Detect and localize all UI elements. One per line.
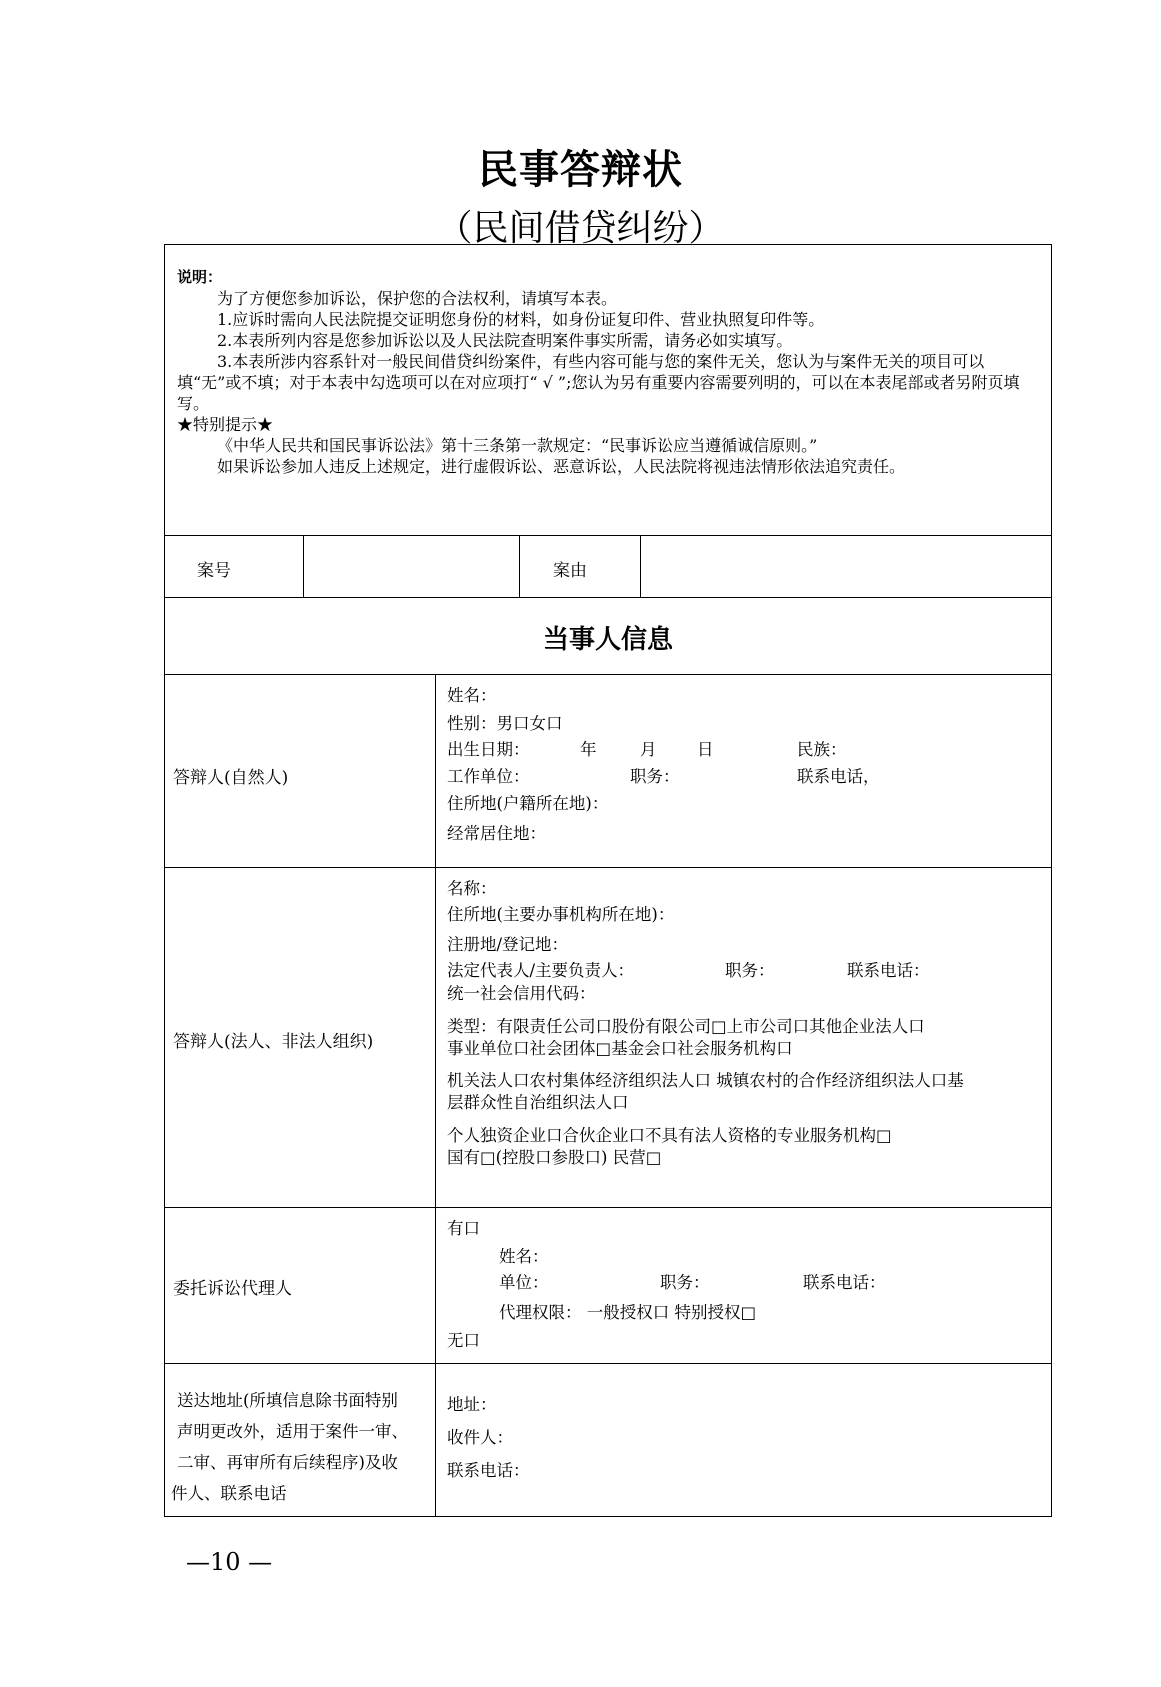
respondent-natural-label: 答辩人(自然人)	[173, 768, 289, 788]
agent-label: 委托诉讼代理人	[173, 1279, 292, 1299]
org-type-line[interactable]: 个人独资企业口合伙企业口不具有法人资格的专业服务机构□	[447, 1126, 892, 1145]
divider	[303, 535, 304, 597]
instruction-line: 2.本表所列内容是您参加诉讼以及人民法院查明案件事实所需，请务必如实填写。	[217, 331, 793, 350]
divider	[640, 535, 641, 597]
special-notice-line: 如果诉讼参加人违反上述规定，进行虚假诉讼、恶意诉讼，人民法院将视违法情形依法追究责任。	[217, 457, 906, 476]
page-number: —10 —	[186, 1548, 273, 1576]
org-position-field[interactable]: 职务：	[725, 961, 775, 980]
phone-field[interactable]: 联系电话，	[797, 767, 880, 786]
instruction-line: 3.本表所涉内容系针对一般民间借贷纠纷案件，有些内容可能与您的案件无关，您认为与案件无关的项目可以填“无”或不填；对于本表中勾选项可以在对应项打“ √ ”;您认为另有重要内容需要列明的，可以在本表尾部或者另附页填写。	[177, 352, 1020, 413]
party-info-heading: 当事人信息	[542, 625, 673, 655]
divider	[165, 535, 1051, 536]
document-subtitle: （民间借贷纠纷）	[436, 208, 725, 249]
case-cause-field[interactable]	[642, 537, 1047, 595]
gender-field[interactable]: 性别：男口女口	[447, 714, 563, 733]
agent-phone-field[interactable]: 联系电话：	[803, 1273, 886, 1292]
org-type-line[interactable]: 机关法人口农村集体经济组织法人口 城镇农村的合作经济组织法人口基	[447, 1071, 964, 1090]
recipient-field[interactable]: 收件人：	[447, 1428, 513, 1447]
instructions-heading: 说明：	[177, 268, 223, 286]
divider	[165, 674, 1051, 675]
domicile-field[interactable]: 住所地(户籍所在地)：	[447, 794, 609, 813]
instructions-block	[177, 267, 1027, 477]
org-domicile-field[interactable]: 住所地(主要办事机构所在地)：	[447, 905, 675, 924]
service-phone-field[interactable]: 联系电话：	[447, 1461, 530, 1480]
agent-none-checkbox[interactable]: 无口	[447, 1331, 480, 1350]
org-type-line[interactable]: 类型：有限责任公司口股份有限公司□上市公司口其他企业法人口	[447, 1017, 925, 1036]
service-address-label-line: 送达地址(所填信息除书面特别	[177, 1391, 398, 1410]
org-phone-field[interactable]: 联系电话：	[847, 961, 930, 980]
agent-has-checkbox[interactable]: 有口	[447, 1219, 480, 1238]
residence-field[interactable]: 经常居住地：	[447, 824, 546, 843]
instruction-line: 1.应诉时需向人民法院提交证明您身份的材料，如身份证复印件、营业执照复印件等。	[217, 310, 825, 329]
service-address-label	[171, 1363, 433, 1509]
employer-field[interactable]: 工作单位：	[447, 767, 530, 786]
agent-name-field[interactable]: 姓名：	[499, 1247, 549, 1266]
day-label: 日	[697, 740, 714, 759]
registration-field[interactable]: 注册地/登记地：	[447, 935, 569, 954]
respondent-legal-label: 答辩人(法人、非法人组织)	[173, 1032, 374, 1052]
case-number-field[interactable]	[305, 537, 517, 595]
case-cause-label: 案由	[553, 561, 587, 581]
special-notice-line: 《中华人民共和国民事诉讼法》第十三条第一款规定：“民事诉讼应当遵循诚信原则。”	[217, 436, 818, 455]
position-field[interactable]: 职务：	[630, 767, 680, 786]
address-field[interactable]: 地址：	[447, 1395, 497, 1414]
special-notice-heading: ★特别提示★	[177, 415, 274, 434]
service-address-label-line: 件人、联系电话	[171, 1484, 287, 1503]
agent-unit-field[interactable]: 单位：	[499, 1273, 549, 1292]
agent-position-field[interactable]: 职务：	[660, 1273, 710, 1292]
case-number-label: 案号	[197, 561, 231, 581]
document-title: 民事答辩状	[478, 147, 683, 193]
instruction-line: 为了方便您参加诉讼，保护您的合法权利，请填写本表。	[217, 289, 618, 308]
ethnicity-field[interactable]: 民族：	[797, 740, 847, 759]
divider	[165, 597, 1051, 598]
service-address-label-line: 二审、再审所有后续程序)及收	[177, 1453, 398, 1472]
form-table	[164, 244, 1052, 1517]
year-label: 年	[580, 740, 597, 759]
month-label: 月	[640, 740, 657, 759]
representative-field[interactable]: 法定代表人/主要负责人：	[447, 961, 635, 980]
service-address-label-line: 声明更改外，适用于案件一审、	[177, 1422, 408, 1441]
credit-code-field[interactable]: 统一社会信用代码：	[447, 984, 596, 1003]
name-field[interactable]: 姓名：	[447, 686, 497, 705]
divider	[435, 674, 436, 1516]
org-type-line[interactable]: 层群众性自治组织法人口	[447, 1093, 629, 1112]
birth-date-field[interactable]: 出生日期：	[447, 740, 530, 759]
org-type-line[interactable]: 国有□(控股口参股口) 民营□	[447, 1148, 662, 1167]
org-name-field[interactable]: 名称：	[447, 879, 497, 898]
agent-authority-field[interactable]: 代理权限： 一般授权口 特别授权□	[499, 1303, 757, 1322]
divider	[519, 535, 520, 597]
org-type-line[interactable]: 事业单位口社会团体□基金会口社会服务机构口	[447, 1039, 793, 1058]
divider	[165, 867, 1051, 868]
divider	[165, 1207, 1051, 1208]
